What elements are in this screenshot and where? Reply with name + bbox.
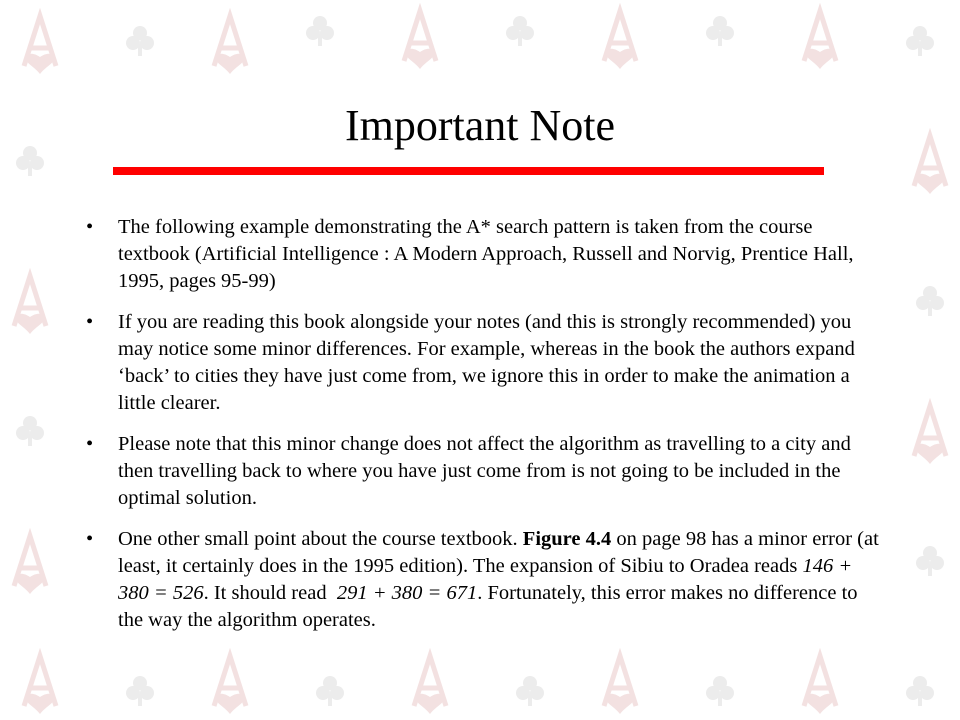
bullet-text: The following example demonstrating the A* search pattern is taken from the course textbook (Artificial Intelligence : A Modern Approach, Russell and Norvig, Prentice Hall, 1995, pages 95-99) [118, 216, 854, 292]
bullet-text-part: One other small point about the course textbook. [118, 528, 523, 550]
bullet-text: If you are reading this book alongside your notes (and this is strongly recommended) you may notice some minor differences. For example, whereas in the book the authors expand ‘back’ to cities they have just come from, we ignore this in order to make the animation a little clearer. [118, 311, 855, 414]
title-underline [113, 167, 824, 175]
bullet-item-figure-error [80, 526, 880, 634]
bullet-icon: • [86, 216, 94, 238]
bullet-text-part: . It should read [203, 582, 337, 604]
bullet-icon: • [86, 528, 94, 550]
bullet-text-part: on page 98 has a minor error (at least, it certainly does in the 1995 edition). The expansion of Sibiu to Oradea reads [118, 528, 879, 577]
bullet-list [80, 214, 880, 648]
slide-title: Important Note [344, 101, 616, 150]
bullet-icon: • [86, 433, 94, 455]
bullet-text-part: . Fortunately, this error makes no difference to the way the algorithm operates. [118, 582, 858, 631]
bullet-item-differences [80, 309, 880, 417]
bullet-item-algorithm-unaffected [80, 431, 880, 512]
incorrect-calculation: 146 + 380 = 526 [118, 555, 853, 604]
correct-calculation: 291 + 380 = 671 [336, 582, 478, 604]
bullet-icon: • [86, 311, 94, 333]
bullet-text: Please note that this minor change does not affect the algorithm as travelling to a city and then travelling back to where you have just come from is not going to be included in the optimal solution. [118, 433, 851, 509]
bullet-item-textbook-source [80, 214, 880, 295]
figure-reference: Figure 4.4 [522, 528, 612, 550]
